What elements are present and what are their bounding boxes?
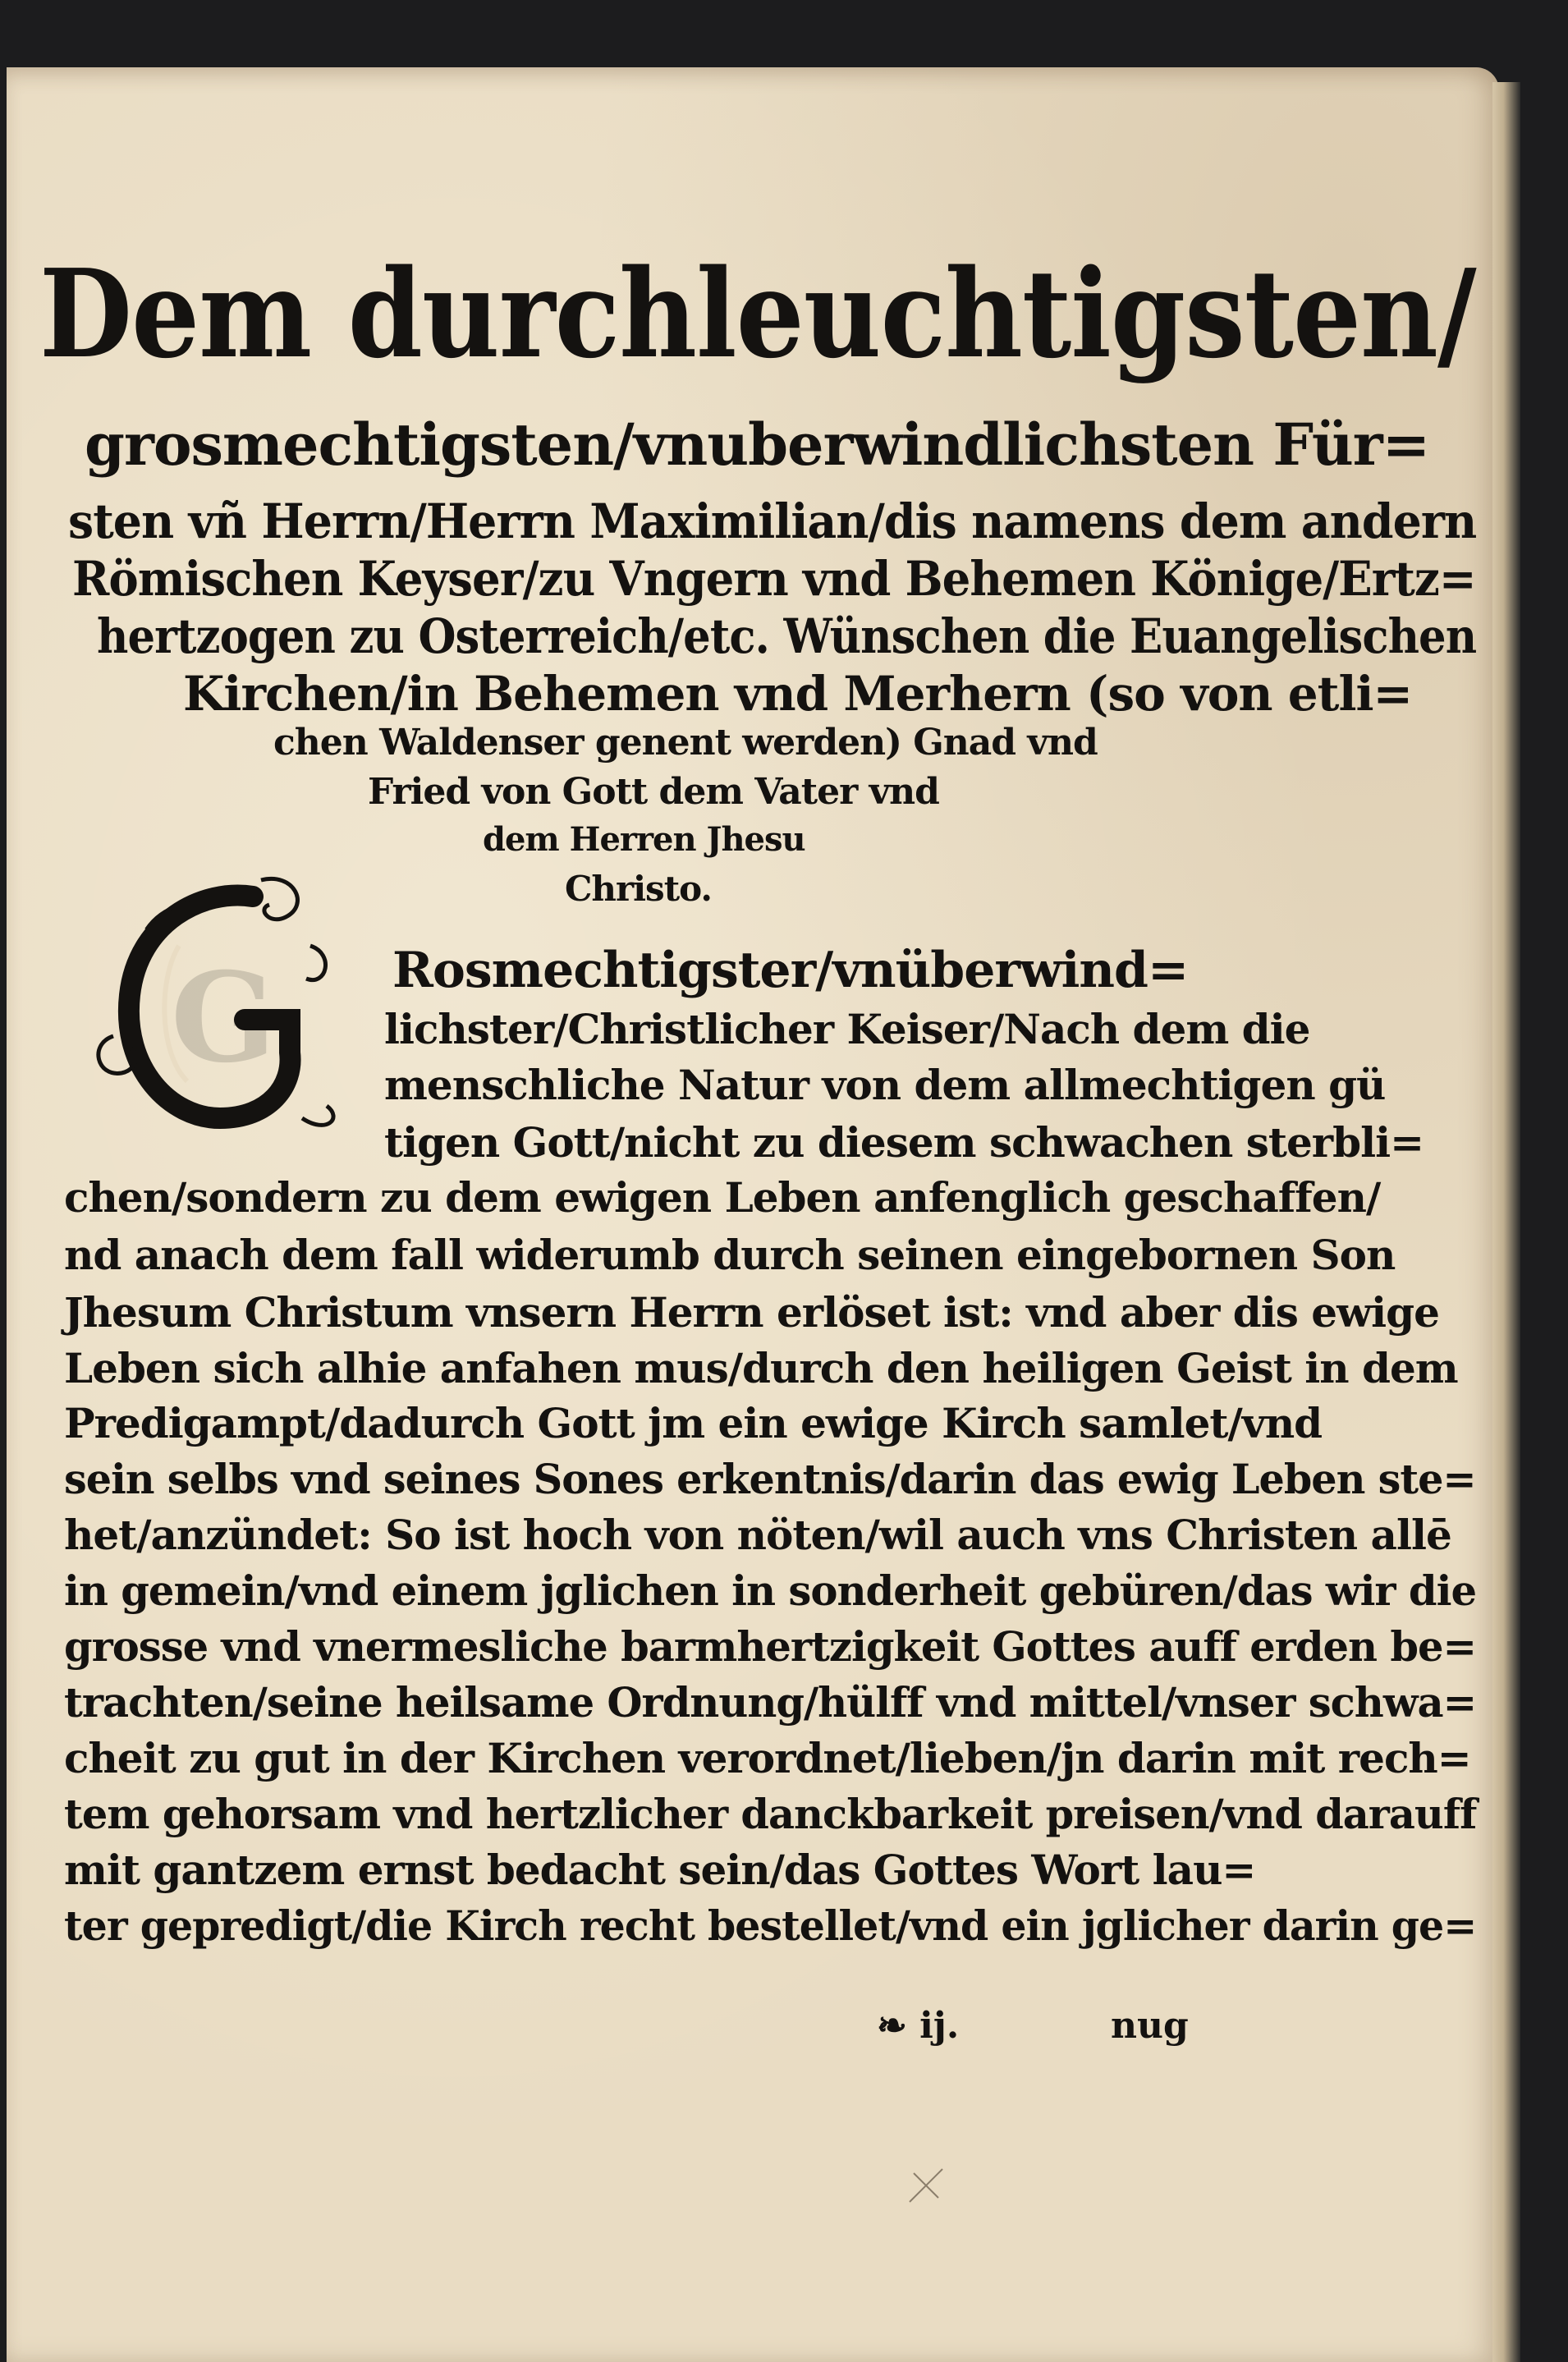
heading-line-10: Christo. [565,869,712,909]
body-line: Jhesum Christum vnsern Herrn erlöset ist: vnd aber dis ewige [64,1288,1439,1337]
body-line: sein selbs vnd seines Sones erkentnis/darin das ewig Leben ste= [64,1455,1476,1503]
heading-title: Dem durchleuchtigsten/ [39,242,1476,385]
body-line: menschliche Natur von dem allmechtigen gü [384,1061,1386,1109]
heading-line-8: Fried von Gott dem Vater vnd [368,771,939,813]
page-edge [1492,82,1520,2362]
body-line: chen/sondern zu dem ewigen Leben anfenglich geschaffen/ [64,1173,1381,1222]
body-line: tem gehorsam vnd hertzlicher danckbarkeit preisen/vnd darauff [64,1790,1477,1838]
body-line: nd anach dem fall widerumb durch seinen eingebornen Son [64,1231,1396,1279]
heading-line-7: chen Waldenser genent werden) Gnad vnd [273,722,1098,764]
body-line: ter gepredigt/die Kirch recht bestellet/vnd ein jglicher darin ge= [64,1901,1477,1950]
body-line: het/anzündet: So ist hoch von nöten/wil auch vns Christen allē [64,1511,1451,1559]
heading-line-4: Römischen Keyser/zu Vngern vnd Behemen Könige/Ertz= [72,551,1476,607]
body-line: lichster/Christlicher Keiser/Nach dem die [384,1005,1310,1053]
body-line: Leben sich alhie anfahen mus/durch den heiligen Geist in dem [64,1344,1458,1392]
book-page [7,67,1499,2362]
body-line: Predigampt/dadurch Gott jm ein ewige Kirch samlet/vnd [64,1399,1323,1447]
heading-line-3: sten vñ Herrn/Herrn Maximilian/dis namens dem andern [68,493,1477,549]
body-line: tigen Gott/nicht zu diesem schwachen sterbli= [384,1118,1424,1167]
heading-line-6: Kirchen/in Behemen vnd Merhern (so von etli= [183,666,1413,722]
heading-line-9: dem Herren Jhesu [483,820,805,859]
body-line: mit gantzem ernst bedacht sein/das Gottes Wort lau= [64,1846,1256,1894]
heading-line-2: grosmechtigsten/vnuberwindlichsten Für= [85,410,1430,479]
initial-letter-glyph: G [171,946,277,1090]
heading-line-5: hertzogen zu Osterreich/etc. Wünschen die Euangelischen [97,608,1477,664]
body-line: cheit zu gut in der Kirchen verordnet/lieben/jn darin mit rech= [64,1734,1471,1782]
pencil-mark-icon [905,2165,947,2206]
decorated-initial-letter [80,872,360,1167]
body-line: in gemein/vnd einem jglichen in sonderheit gebüren/das wir die [64,1566,1477,1615]
catchword: nug [1111,2005,1189,2047]
body-line: Rosmechtigster/vnüberwind= [392,942,1189,999]
body-line: grosse vnd vnermesliche barmhertzigkeit Gottes auff erden be= [64,1622,1477,1671]
signature-mark: ❧ ij. [877,2005,960,2047]
body-line: trachten/seine heilsame Ordnung/hülff vnd mittel/vnser schwa= [64,1678,1477,1727]
